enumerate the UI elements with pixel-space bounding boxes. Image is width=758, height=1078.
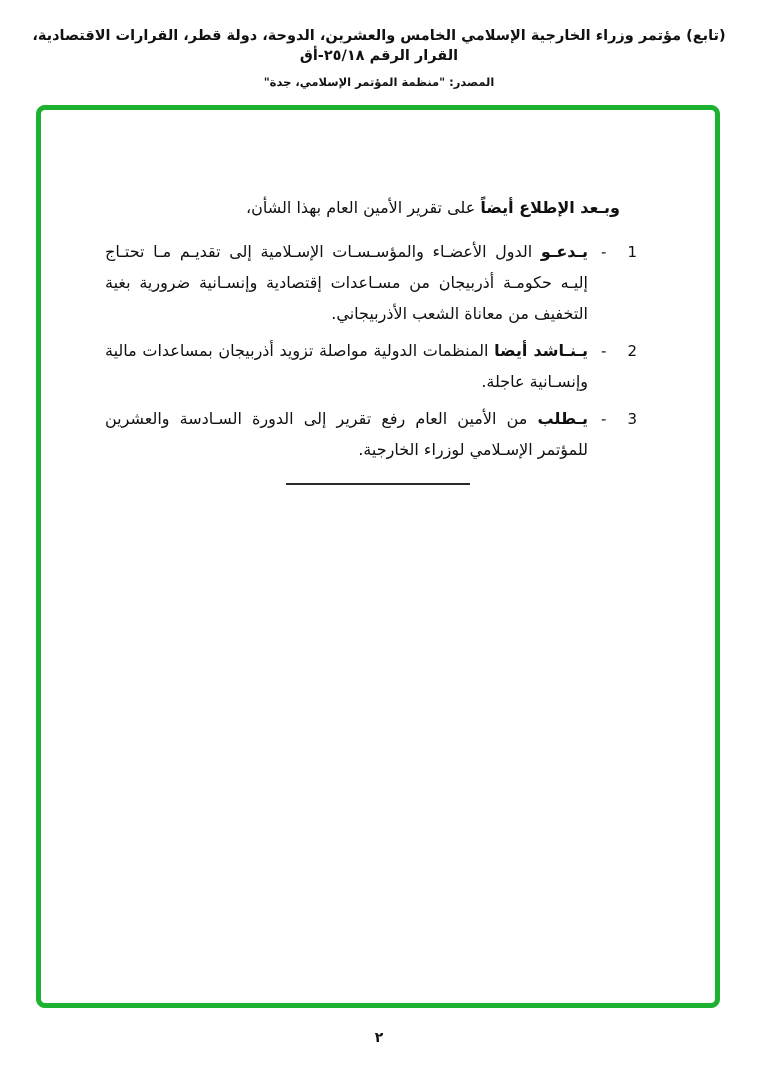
intro-paragraph [111, 194, 620, 222]
resolution-clause-2 [105, 335, 637, 397]
clause-3-dash: - [601, 410, 607, 428]
clause-2-text [105, 335, 588, 397]
clause-2-lead: يـنـاشد أيضا [494, 341, 588, 360]
clause-2-rest: المنظمات الدولية مواصلة تزويد أذربيجان بمساعدات مالية وإنسـانية عاجلة. [105, 341, 588, 391]
clause-1-dash: - [601, 243, 607, 261]
clause-2-number: 2 [627, 342, 637, 360]
resolution-clause-3 [105, 403, 637, 465]
document-frame [36, 105, 720, 1008]
closing-rule [286, 483, 470, 485]
clause-2-marker [601, 335, 637, 367]
page-number: ٢ [374, 1030, 384, 1046]
document-header [0, 26, 758, 89]
intro-lead: وبـعد الإطلاع أيضاً [480, 198, 620, 217]
clause-2-dash: - [601, 342, 607, 360]
clause-3-number: 3 [627, 410, 637, 428]
clause-3-rest: من الأمين العام رفع تقرير إلى الدورة السـادسة والعشرين للمؤتمر الإسـلامي لوزراء الخارجية. [105, 409, 588, 459]
resolution-clause-1 [105, 236, 637, 329]
header-title: (تابع) مؤتمر وزراء الخارجية الإسلامي الخامس والعشرين، الدوحة، دولة قطر، القرارات الاقتصادية، القرار الرقم ٢٥/١٨-أق [32, 28, 726, 65]
header-source: المصدر: "منظمة المؤتمر الإسلامي، جدة" [263, 74, 495, 89]
clause-list [105, 236, 637, 465]
clause-1-number: 1 [627, 243, 637, 261]
intro-rest: على تقرير الأمين العام بهذا الشأن، [245, 198, 481, 217]
clause-1-text [105, 236, 588, 329]
resolution-body [41, 110, 715, 1003]
clause-3-text [105, 403, 588, 465]
clause-1-rest: الدول الأعضـاء والمؤسـسـات الإسـلامية إلى تقديـم مـا تحتـاج إليـه حكومـة أذربيجان من مسـاعدات إقتصادية وإنسـانية ضرورية بغية التخفيف من معاناة الشعب الأذربيجاني. [105, 242, 588, 323]
clause-1-lead: يـدعـو [540, 242, 588, 261]
clause-3-marker [601, 403, 637, 435]
clause-3-lead: يـطلب [537, 409, 588, 428]
clause-1-marker [601, 236, 637, 268]
